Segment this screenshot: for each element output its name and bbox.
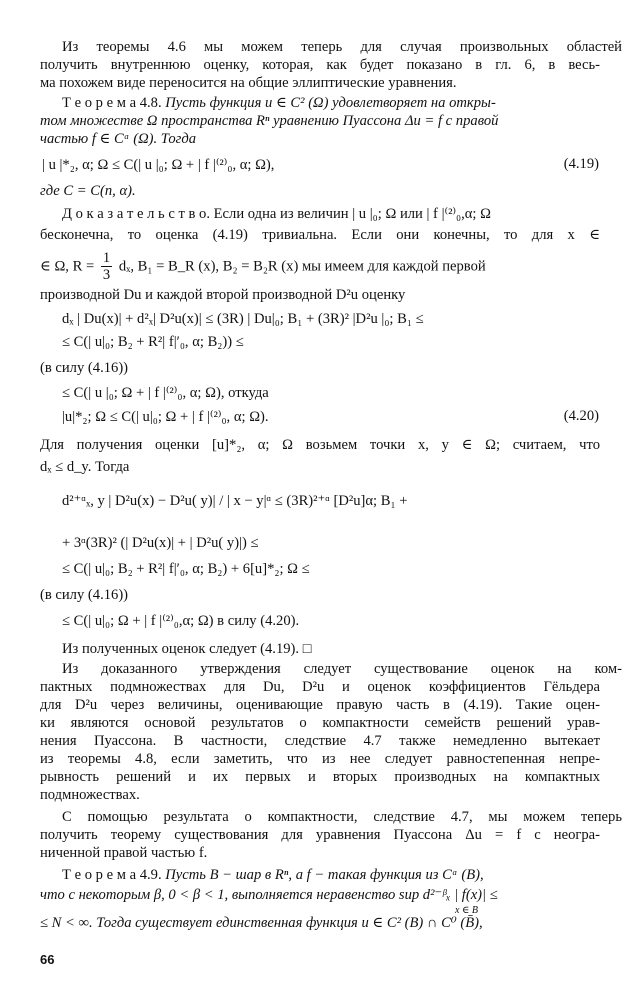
equation-line: ≤ C(| u |₀; Ω + | f |⁽²⁾₀, α; Ω), откуда bbox=[62, 385, 269, 401]
text-line: dₓ ≤ d_y. Тогда bbox=[40, 459, 130, 475]
equation-4-20: |u|*₂; Ω ≤ C(| u|₀; Ω + | f |⁽²⁾₀, α; Ω). bbox=[62, 409, 269, 425]
theorem-text: том множестве Ω пространства Rⁿ уравнению Пуассона Δu = f с правой bbox=[40, 113, 499, 129]
equation-line: dₓ | Du(x)| + d²ₓ| D²u(x)| ≤ (3R) | Du|₀; B₁ + (3R)² |D²u |₀; B₁ ≤ bbox=[62, 311, 424, 327]
text-fragment: dₓ, B₁ = B_R (x), B₂ = B₂R (x) мы имеем для каждой первой bbox=[118, 258, 486, 275]
theorem-heading: Т е о р е м а 4.9. bbox=[62, 867, 162, 883]
text-line: пактных подмножествах для Du, D²u и оценок коэффициентов Гёльдера bbox=[40, 679, 600, 695]
text-line: С помощью результата о компактности, следствие 4.7, мы можем теперь bbox=[62, 809, 622, 825]
theorem-4-8-line bbox=[62, 94, 622, 112]
text-line: из теоремы 4.8, если заметить, что из нее следует равностепенная непре- bbox=[40, 751, 600, 767]
fraction-numerator: 1 bbox=[102, 250, 111, 266]
text-line bbox=[40, 130, 600, 148]
theorem-text: что с некоторым β, 0 < β < 1, выполняется неравенство sup d²⁻ᵝₓ | f(x)| ≤ bbox=[40, 887, 498, 903]
equation-line: ≤ C(| u|₀; Ω + | f |⁽²⁾₀,α; Ω) в силу (4.20). bbox=[62, 613, 300, 629]
text-line: нения Пуассона. В частности, следствие 4.7 также немедленно вытекает bbox=[40, 733, 600, 749]
equation-line: ≤ C(| u|₀; B₂ + R²| f|′₀, α; B₂) + 6[u]*₂; Ω ≤ bbox=[62, 561, 310, 577]
equation-4-19: | u |*₂, α; Ω ≤ C(| u |₀; Ω + | f |⁽²⁾₀, α; Ω), bbox=[42, 157, 275, 173]
fraction bbox=[101, 250, 112, 283]
page-number: 66 bbox=[40, 952, 55, 967]
proof-text: Если одна из величин | u |₀; Ω или | f |⁽²⁾₀,α; Ω bbox=[213, 206, 491, 222]
theorem-text: где C = C(n, α). bbox=[40, 183, 136, 199]
proof-heading: Д о к а з а т е л ь с т в о. bbox=[62, 206, 210, 222]
theorem-heading: Т е о р е м а 4.8. bbox=[62, 95, 162, 111]
subscript-text: x ∈ B bbox=[455, 905, 478, 916]
text-line: для D²u через величины, оценивающие правую часть в (4.19). Такие оцен- bbox=[40, 697, 600, 713]
text-line: ниченной правой частью f. bbox=[40, 845, 208, 861]
text-fragment: ∈ Ω, R = bbox=[40, 258, 95, 275]
theorem-text: Пусть функция u ∈ C² (Ω) удовлетворяет на откры- bbox=[165, 95, 496, 111]
text-line: подмножествах. bbox=[40, 787, 140, 803]
text-line: Из полученных оценок следует (4.19). □ bbox=[62, 641, 312, 657]
text-line: производной Du и каждой второй производной D²u оценку bbox=[40, 287, 406, 303]
equation-line: ≤ C(| u|₀; B₂ + R²| f|′₀, α; B₂)) ≤ bbox=[62, 334, 244, 350]
text-line bbox=[40, 886, 600, 904]
text-line: (в силу (4.16)) bbox=[40, 360, 129, 376]
text-line bbox=[40, 182, 600, 200]
equation-number: (4.19) bbox=[563, 156, 599, 172]
theorem-text: ≤ N < ∞. Тогда существует единственная функция u ∈ C² (B) ∩ C⁰ (B̄), bbox=[40, 915, 483, 931]
theorem-4-9-line bbox=[62, 866, 622, 884]
equation-number: (4.20) bbox=[563, 408, 599, 424]
equation-line: d²⁺ᵅₓ, y | D²u(x) − D²u( y)| / | x − y|ᵅ ≤ (3R)²⁺ᵅ [D²u]α; B₁ + bbox=[62, 493, 408, 509]
text-line: Из доказанного утверждения следует существование оценок на ком- bbox=[62, 661, 622, 677]
equation-line: + 3ᵅ(3R)² (| D²u(x)| + | D²u( y)|) ≤ bbox=[62, 535, 259, 551]
theorem-text: частью f ∈ Cᵅ (Ω). Тогда bbox=[40, 131, 197, 147]
text-line: бесконечна, то оценка (4.19) тривиальна. Если они конечны, то для x ∈ bbox=[40, 227, 600, 243]
text-line: получить теорему существования для уравнения Пуассона Δu = f с неогра- bbox=[40, 827, 600, 843]
text-line: Из теоремы 4.6 мы можем теперь для случая произвольных областей bbox=[62, 39, 622, 55]
text-line bbox=[40, 914, 600, 932]
text-line: (в силу (4.16)) bbox=[40, 587, 129, 603]
text-line: рывность решений и их первых и вторых производных на компактных bbox=[40, 769, 600, 785]
text-line bbox=[40, 112, 600, 130]
text-line: ки являются основой результатов о компактности семейств решений урав- bbox=[40, 715, 600, 731]
theorem-text: Пусть B − шар в Rⁿ, а f − такая функция из Cᵅ (B), bbox=[165, 867, 484, 883]
text-line bbox=[40, 250, 600, 286]
text-line: получить внутреннюю оценку, которая, как будет показано в гл. 6, в весь- bbox=[40, 57, 600, 73]
text-line: ма похожем виде переносится на общие эллиптические уравнения. bbox=[40, 75, 457, 91]
fraction-denominator: 3 bbox=[102, 267, 111, 283]
proof-line bbox=[62, 205, 622, 223]
text-line: Для получения оценки [u]*₂, α; Ω возьмем точки x, y ∈ Ω; считаем, что bbox=[40, 437, 600, 453]
